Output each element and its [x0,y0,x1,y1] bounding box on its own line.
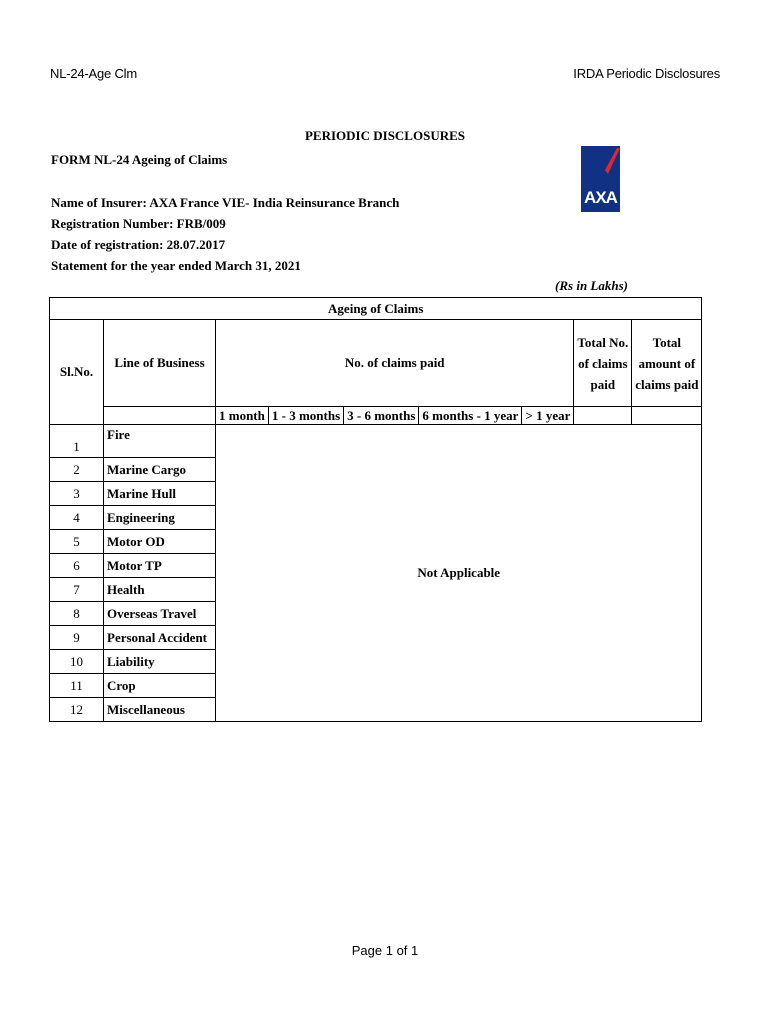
header-total-amount: Total amount of claims paid [632,320,702,407]
page-number: Page 1 of 1 [351,943,419,958]
header-lob-spacer [104,407,216,425]
row-line-of-business: Personal Accident [104,626,216,650]
row-line-of-business: Motor TP [104,554,216,578]
row-line-of-business: Motor OD [104,530,216,554]
row-slno: 4 [50,506,104,530]
row-slno: 3 [50,482,104,506]
not-applicable-cell: Not Applicable [216,425,702,722]
row-slno: 9 [50,626,104,650]
header-line-of-business: Line of Business [104,320,216,407]
axa-logo [581,146,620,212]
table-caption: Ageing of Claims [50,298,702,320]
row-slno: 10 [50,650,104,674]
bucket-1-3-months: 1 - 3 months [268,407,343,425]
table-row [50,425,702,458]
row-slno: 1 [50,425,104,458]
units-label: (Rs in Lakhs) [555,278,628,293]
row-line-of-business: Crop [104,674,216,698]
registration-number: Registration Number: FRB/009 [51,216,226,231]
insurer-name: Name of Insurer: AXA France VIE- India Reinsurance Branch [51,195,400,210]
row-slno: 12 [50,698,104,722]
logo-text: AXA [584,188,617,207]
total-no-spacer [574,407,632,425]
row-line-of-business: Health [104,578,216,602]
form-title: FORM NL-24 Ageing of Claims [51,152,228,167]
page-header-left: NL-24-Age Clm [50,66,137,81]
page-header-right: IRDA Periodic Disclosures [573,66,720,81]
header-claims-paid: No. of claims paid [216,320,574,407]
header-slno: Sl.No. [50,320,104,425]
row-slno: 5 [50,530,104,554]
document-title: PERIODIC DISCLOSURES [304,128,465,143]
row-line-of-business: Fire [104,425,216,458]
bucket-over-1-year: > 1 year [522,407,574,425]
row-slno: 2 [50,458,104,482]
total-amount-spacer [632,407,702,425]
header-total-no: Total No. of claims paid [574,320,632,407]
row-line-of-business: Miscellaneous [104,698,216,722]
bucket-1-month: 1 month [216,407,269,425]
row-line-of-business: Marine Hull [104,482,216,506]
row-line-of-business: Liability [104,650,216,674]
row-line-of-business: Overseas Travel [104,602,216,626]
row-line-of-business: Marine Cargo [104,458,216,482]
bucket-6-12-months: 6 months - 1 year [419,407,522,425]
row-slno: 8 [50,602,104,626]
row-slno: 7 [50,578,104,602]
statement-period: Statement for the year ended March 31, 2021 [51,258,301,273]
bucket-3-6-months: 3 - 6 months [344,407,419,425]
ageing-table [49,297,702,722]
registration-date: Date of registration: 28.07.2017 [51,237,226,252]
row-slno: 6 [50,554,104,578]
row-slno: 11 [50,674,104,698]
row-line-of-business: Engineering [104,506,216,530]
